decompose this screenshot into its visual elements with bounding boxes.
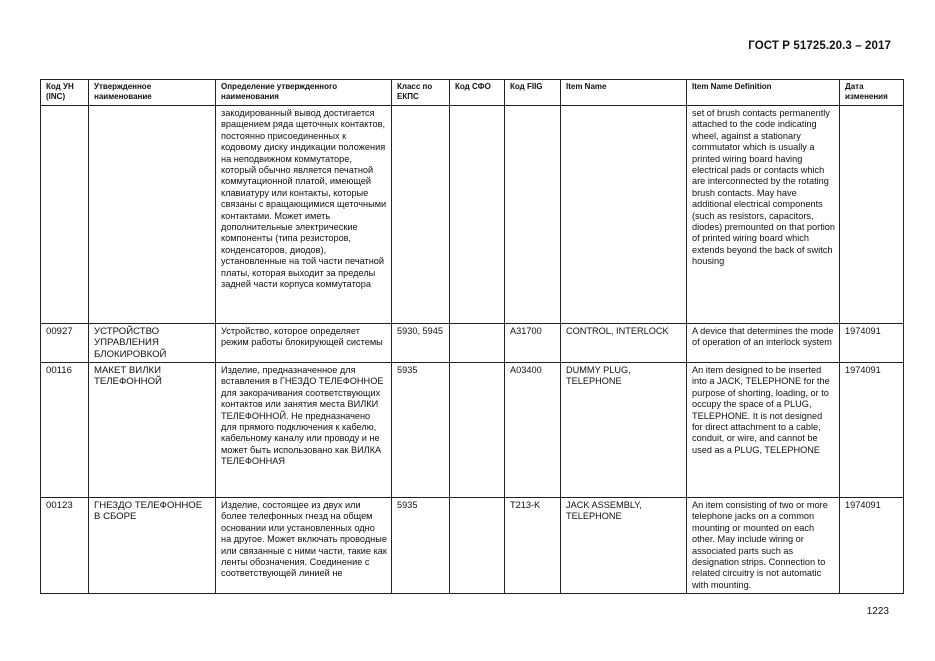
sfo-code-cell: [450, 106, 505, 324]
change-date-cell: 1974091: [840, 324, 904, 363]
column-header-item-name: Item Name: [561, 80, 687, 106]
definition-cell: Изделие, предназначенное для вставления в ГНЕЗДО ТЕЛЕФОННОЕ для закорачивания соответствующих контактов или занятия места ВИЛКИ ТЕЛЕФОННОЙ. Не предназначено для прямого подключения к кабелю, кабельному каналу или проводу и не может быть использовано как ВИЛКА ТЕЛЕФОННАЯ: [216, 363, 392, 498]
column-header-inc: Код УН (INC): [41, 80, 89, 106]
sfo-code-cell: [450, 363, 505, 498]
table-row: [41, 363, 904, 498]
item-definition-cell: set of brush contacts permanently attached to the code indicating wheel, against a stationary commutator which is usually a printed wiring board having electrical pads or contacts which are interconnected by the rotating brush contacts. May have additional electrical components (such as resistors, capacitors, diodes) premounted on that portion of printed wiring board which extends beyond the back of switch housing: [687, 106, 840, 324]
column-header-change-date: Дата изменения: [840, 80, 904, 106]
column-header-item-name-definition: Item Name Definition: [687, 80, 840, 106]
item-name-cell: CONTROL, INTERLOCK: [561, 324, 687, 363]
catalog-table: [40, 79, 904, 594]
item-definition-cell: An item designed to be inserted into a JACK, TELEPHONE for the purpose of shorting, loading, or to occupy the space of a PLUG, TELEPHONE. It is not designed for direct attachment to a cable, conduit, or wire, and cannot be used as a PLUG, TELEPHONE: [687, 363, 840, 498]
fiig-code-cell: A31700: [505, 324, 561, 363]
inc-code-cell: [41, 106, 89, 324]
table-row: [41, 324, 904, 363]
approved-name-cell: ГНЕЗДО ТЕЛЕФОННОЕ В СБОРЕ: [89, 498, 216, 594]
sfo-code-cell: [450, 324, 505, 363]
inc-code-cell: 00927: [41, 324, 89, 363]
definition-cell: закодированный вывод достигается вращением ряда щеточных контактов, постоянно присоединенных к кодовому диску индикации положения на неподвижном коммутаторе, который обычно является печатной коммутационной платой, имеющей клавиатуру или контакты, которые связаны с вращающимися щеточными контактами. Может иметь дополнительные электрические компоненты (типа резисторов, конденсаторов, диодов), установленные на той части печатной платы, которая выходит за пределы задней части корпуса коммутатора: [216, 106, 392, 324]
column-header-approved-name: Утвержденное наименование: [89, 80, 216, 106]
ekps-class-cell: 5935: [392, 498, 450, 594]
fiig-code-cell: T213-K: [505, 498, 561, 594]
change-date-cell: 1974091: [840, 363, 904, 498]
column-header-ekps-class: Класс по ЕКПС: [392, 80, 450, 106]
definition-cell: Устройство, которое определяет режим работы блокирующей системы: [216, 324, 392, 363]
change-date-cell: [840, 106, 904, 324]
ekps-class-cell: 5930, 5945: [392, 324, 450, 363]
change-date-cell: 1974091: [840, 498, 904, 594]
table-row: [41, 498, 904, 594]
approved-name-cell: УСТРОЙСТВО УПРАВЛЕНИЯ БЛОКИРОВКОЙ: [89, 324, 216, 363]
page-number: 1223: [866, 606, 889, 617]
item-definition-cell: An item consisting of two or more telephone jacks on a common mounting or mounted on each other. May include wiring or associated parts such as designation strips. Connection to related circuitry is not automatic with mounting.: [687, 498, 840, 594]
document-header: ГОСТ Р 51725.20.3 – 2017: [748, 40, 891, 52]
item-definition-cell: A device that determines the mode of operation of an interlock system: [687, 324, 840, 363]
sfo-code-cell: [450, 498, 505, 594]
definition-cell: Изделие, состоящее из двух или более телефонных гнезд на общем основании или установленных одно на другое. Может включать проводные или связанные с ними части, такие как ленты обозначения. Соединение с соответствующей линией не: [216, 498, 392, 594]
table-header-row: [41, 80, 904, 106]
column-header-fiig-code: Код FIIG: [505, 80, 561, 106]
inc-code-cell: 00116: [41, 363, 89, 498]
item-name-cell: JACK ASSEMBLY, TELEPHONE: [561, 498, 687, 594]
ekps-class-cell: [392, 106, 450, 324]
inc-code-cell: 00123: [41, 498, 89, 594]
item-name-cell: [561, 106, 687, 324]
table-row: [41, 106, 904, 324]
item-name-cell: DUMMY PLUG, TELEPHONE: [561, 363, 687, 498]
ekps-class-cell: 5935: [392, 363, 450, 498]
column-header-sfo-code: Код СФО: [450, 80, 505, 106]
approved-name-cell: МАКЕТ ВИЛКИ ТЕЛЕФОННОЙ: [89, 363, 216, 498]
approved-name-cell: [89, 106, 216, 324]
fiig-code-cell: A03400: [505, 363, 561, 498]
fiig-code-cell: [505, 106, 561, 324]
column-header-definition: Определение утвержденного наименования: [216, 80, 392, 106]
